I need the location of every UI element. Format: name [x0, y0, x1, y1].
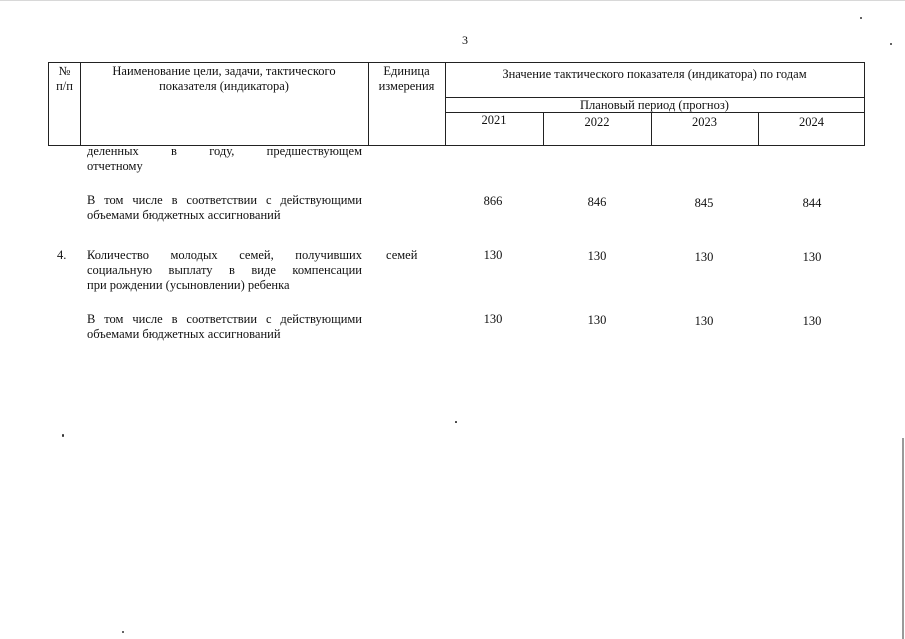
row-name-line: деленных в году, предшествующем	[87, 144, 362, 158]
value-2022: 130	[587, 249, 607, 263]
value-2023: 845	[694, 196, 714, 210]
value-2022: 130	[587, 313, 607, 327]
header-unit: Единица измерения	[378, 64, 435, 93]
row-unit: семей	[386, 248, 418, 262]
scan-speck	[122, 631, 124, 633]
header-number: № п/п	[56, 64, 73, 93]
page-number: 3	[462, 33, 468, 47]
header-year-2022: 2022	[584, 115, 610, 129]
value-2022: 846	[587, 195, 607, 209]
scan-speck	[890, 43, 892, 45]
row-name-line: Количество молодых семей, получивших	[87, 248, 362, 262]
row-name-line: при рождении (усыновлении) ребенка	[87, 278, 290, 292]
value-2023: 130	[694, 314, 714, 328]
header-planning-period: Плановый период (прогноз)	[580, 98, 729, 112]
value-2021: 866	[483, 194, 503, 208]
scan-speck	[455, 421, 457, 423]
scan-speck	[860, 17, 862, 19]
row-name-line: В том числе в соответствии с действующими	[87, 312, 362, 326]
value-2024: 130	[802, 250, 822, 264]
row-name-line: социальную выплату в виде компенсации	[87, 263, 362, 277]
scan-edge	[0, 0, 905, 1]
row-name-line: объемами бюджетных ассигнований	[87, 208, 281, 222]
value-2024: 844	[802, 196, 822, 210]
header-year-2021: 2021	[481, 113, 507, 127]
header-name: Наименование цели, задачи, тактического показателя (индикатора)	[112, 64, 336, 93]
value-2023: 130	[694, 250, 714, 264]
scan-edge	[902, 438, 904, 639]
scan-speck	[62, 434, 64, 437]
table-header	[48, 62, 865, 146]
row-name-line: В том числе в соответствии с действующими	[87, 193, 362, 207]
value-2021: 130	[483, 312, 503, 326]
row-index: 4.	[57, 248, 67, 262]
header-year-2024: 2024	[799, 115, 824, 129]
row-name-line: объемами бюджетных ассигнований	[87, 327, 281, 341]
value-2021: 130	[483, 248, 503, 262]
value-2024: 130	[802, 314, 822, 328]
row-name-line: отчетному	[87, 159, 143, 173]
header-values: Значение тактического показателя (индикатора) по годам	[502, 67, 807, 81]
header-year-2023: 2023	[692, 115, 717, 129]
